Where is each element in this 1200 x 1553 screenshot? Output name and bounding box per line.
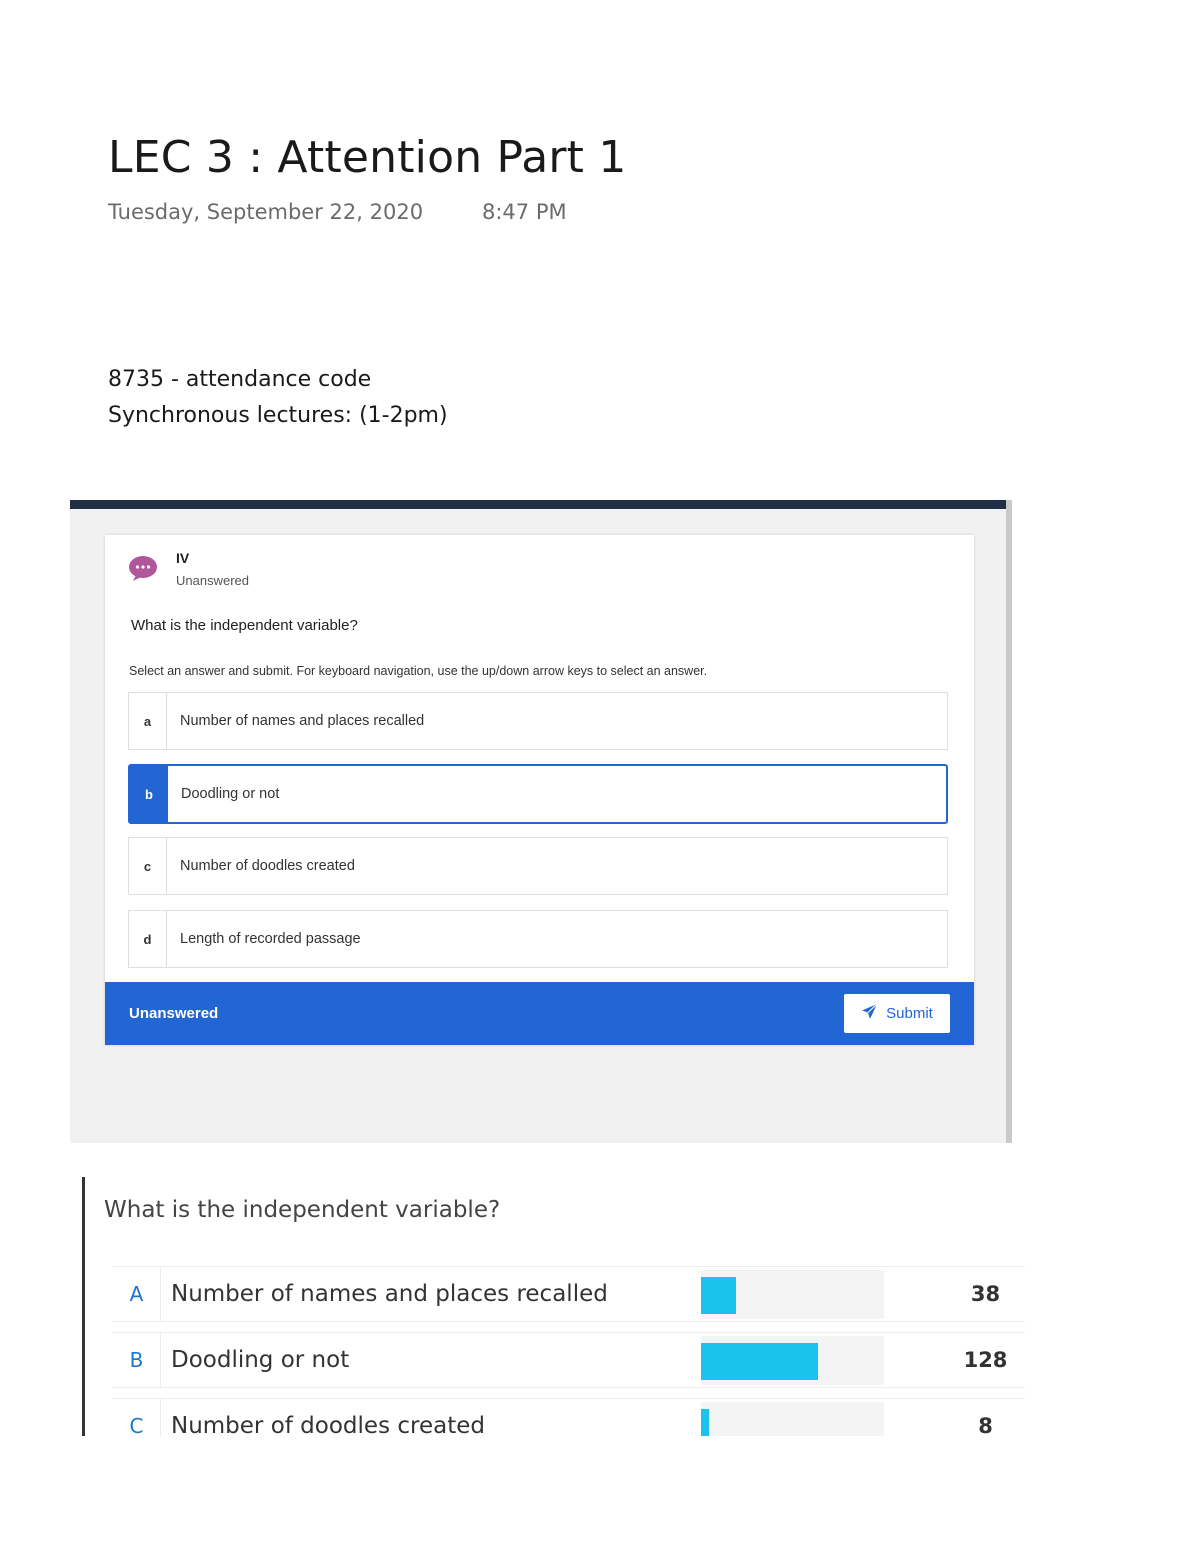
page-date: Tuesday, September 22, 2020 [108,200,424,224]
result-key: B [113,1333,161,1387]
poll-name: IV [176,550,190,566]
speech-bubble-icon [128,555,158,581]
result-count: 8 [978,1414,993,1436]
result-row [113,1398,1025,1436]
option-label: Length of recorded passage [180,931,361,947]
result-bar [701,1343,818,1380]
option-key: c [129,838,167,894]
note-attendance-code: 8735 - attendance code [108,367,372,392]
results-screenshot [82,1177,1027,1436]
poll-header-bar [70,500,1006,509]
result-bar-track [701,1270,884,1319]
option-label: Number of doodles created [180,858,355,874]
result-key: A [113,1267,161,1321]
poll-instructions: Select an answer and submit. For keyboard navigation, use the up/down arrow keys to select an answer. [129,664,708,678]
note-synchronous-lectures: Synchronous lectures: (1-2pm) [108,403,448,428]
page-title: LEC 3 : Attention Part 1 [108,132,627,183]
result-count: 38 [970,1282,1001,1306]
option-c[interactable] [128,837,948,895]
results-left-border [82,1177,85,1436]
scrollbar[interactable] [1006,500,1012,1143]
result-bar-track [701,1336,884,1385]
option-key: b [130,766,168,822]
submit-button[interactable] [844,994,950,1033]
result-label: Number of names and places recalled [171,1281,608,1307]
result-label: Number of doodles created [171,1413,485,1436]
result-row [113,1266,1025,1322]
poll-screenshot [70,500,1012,1143]
option-d[interactable] [128,910,948,968]
submit-label: Submit [886,1005,933,1022]
result-bar-track [701,1402,884,1436]
page-time: 8:47 PM [482,200,567,224]
option-label: Number of names and places recalled [180,713,425,729]
result-count: 128 [963,1348,1008,1372]
poll-status: Unanswered [176,573,249,588]
option-label: Doodling or not [181,786,280,802]
result-bar [701,1277,736,1314]
result-label: Doodling or not [171,1347,350,1373]
option-key: a [129,693,167,749]
result-key: C [113,1399,161,1436]
poll-question: What is the independent variable? [131,617,358,634]
paper-plane-icon [861,1003,878,1024]
poll-footer [105,982,974,1045]
result-row [113,1332,1025,1388]
option-b[interactable] [128,764,948,824]
footer-status: Unanswered [129,1005,219,1022]
option-a[interactable] [128,692,948,750]
results-question: What is the independent variable? [104,1197,501,1223]
option-key: d [129,911,167,967]
poll-card [105,535,974,1045]
result-bar [701,1409,709,1436]
